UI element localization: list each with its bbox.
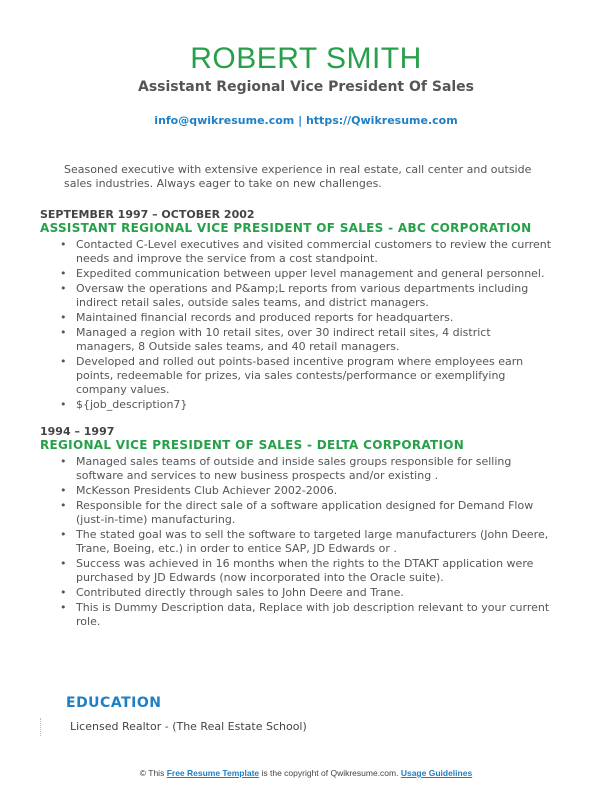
job-dates: SEPTEMBER 1997 – OCTOBER 2002: [40, 208, 255, 221]
job-bullet: • Expedited communication between upper level management and general personnel.: [40, 267, 552, 281]
footer-middle: is the copyright of Qwikresume.com.: [259, 768, 401, 778]
job-bullet: • McKesson Presidents Club Achiever 2002-2006.: [40, 484, 552, 498]
email-link[interactable]: info@qwikresume.com: [154, 114, 295, 127]
job-title: REGIONAL VICE PRESIDENT OF SALES - DELTA CORPORATION: [40, 438, 465, 452]
job-bullet: • Responsible for the direct sale of a software application designed for Demand Flow (just-in-time) manufacturing.: [40, 499, 552, 527]
job-bullet: • Success was achieved in 16 months when the rights to the DTAKT application were purchased by JD Edwards (now incorporated into the Oracle suite).: [40, 557, 552, 585]
candidate-name: ROBERT SMITH: [190, 42, 422, 75]
job-bullet: • Contacted C-Level executives and visited commercial customers to review the current needs and improve the service from a cost standpoint.: [40, 238, 552, 266]
job-bullet: • Maintained financial records and produced reports for headquarters.: [40, 311, 552, 325]
job-bullet: • This is Dummy Description data, Replace with job description relevant to your current role.: [40, 601, 552, 629]
job-entry-2: [40, 425, 560, 630]
job-bullets: [40, 238, 560, 412]
job-bullet: • Developed and rolled out points-based incentive program where employees earn points, redeemable for prizes, via sales contests/performance or exemplifying company values.: [40, 355, 552, 397]
contact-line: [0, 114, 612, 128]
summary-text: Seasoned executive with extensive experience in real estate, call center and outside sales industries. Always eager to take on new challenges.: [64, 163, 532, 190]
job-bullets: [40, 455, 560, 629]
job-entry-1: [40, 208, 560, 413]
website-link[interactable]: https://Qwikresume.com: [305, 114, 458, 127]
job-bullet: • The stated goal was to sell the software to targeted large manufacturers (John Deere, Trane, Boeing, etc.) in order to entice SAP, JD Edwards or .: [40, 528, 552, 556]
job-bullet: • Managed a region with 10 retail sites, over 30 indirect retail sites, 4 district managers, 8 Outside sales teams, and 40 retail managers.: [40, 326, 552, 354]
footer: [0, 768, 612, 778]
resume-header: [0, 42, 612, 128]
free-resume-template-link[interactable]: Free Resume Template: [166, 768, 260, 778]
job-bullet: • ${job_description7}: [40, 398, 552, 412]
job-bullet: • Managed sales teams of outside and inside sales groups responsible for selling software and services to new business prospects and/or existing .: [40, 455, 552, 483]
candidate-title: Assistant Regional Vice President Of Sales: [137, 79, 475, 95]
education-divider: [40, 718, 41, 736]
job-dates: 1994 – 1997: [40, 425, 115, 438]
contact-separator: |: [294, 114, 306, 127]
job-title: ASSISTANT REGIONAL VICE PRESIDENT OF SALES - ABC CORPORATION: [40, 221, 532, 235]
job-bullet: • Oversaw the operations and P&amp;L reports from various departments including indirect retail sales, outside sales teams, and district managers.: [40, 282, 552, 310]
education-heading: EDUCATION: [66, 695, 162, 711]
footer-prefix: © This: [139, 768, 167, 778]
usage-guidelines-link[interactable]: Usage Guidelines: [400, 768, 473, 778]
education-item: Licensed Realtor - (The Real Estate School): [70, 720, 307, 733]
job-bullet: • Contributed directly through sales to John Deere and Trane.: [40, 586, 552, 600]
